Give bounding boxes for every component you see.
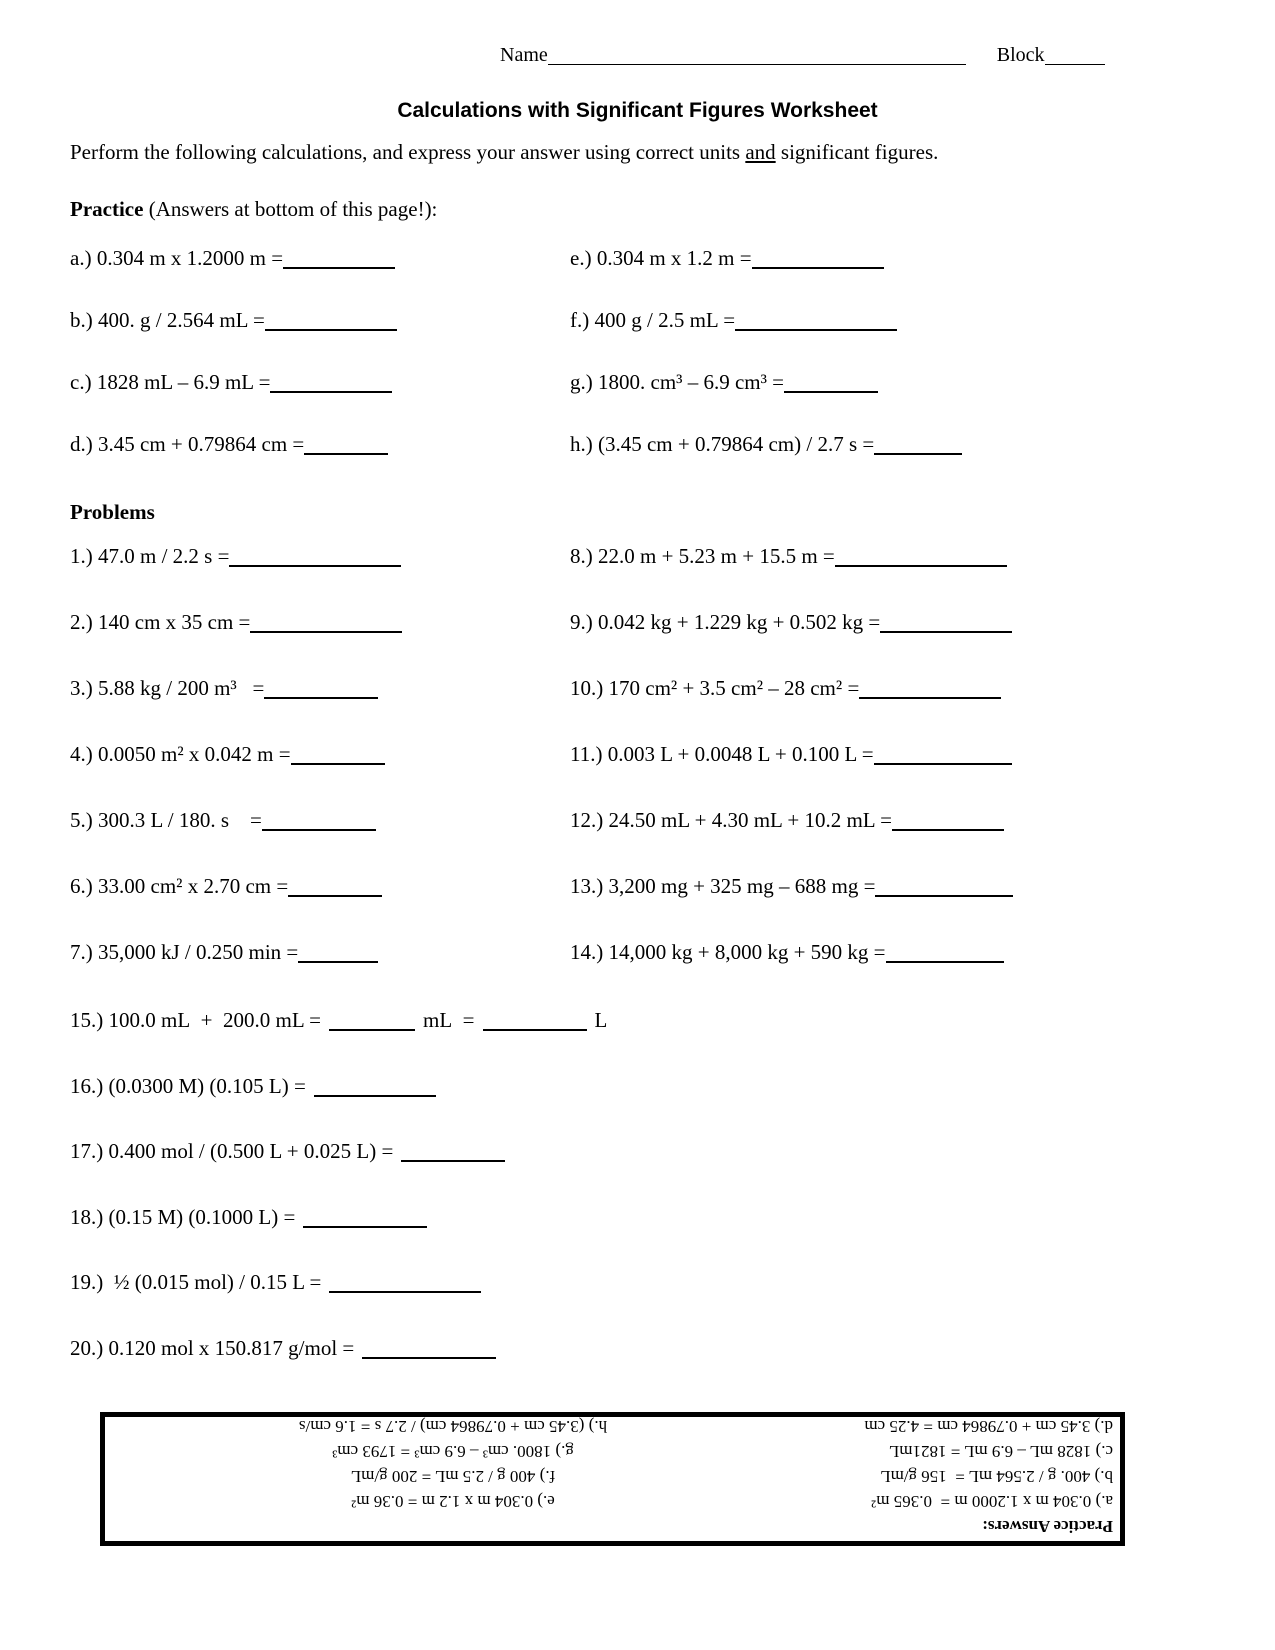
practice-row <box>70 246 1205 308</box>
answer-key-box <box>100 1412 1125 1546</box>
problem-row <box>70 940 1205 1006</box>
answer-key-row <box>112 1489 1113 1514</box>
answer-blank-line <box>752 250 884 269</box>
practice-item-a <box>70 246 395 271</box>
answer-e: e.) 0.304 m x 1.2 m = 0.36 m² <box>351 1492 555 1511</box>
problem-10-text: 10.) 170 cm² + 3.5 cm² – 28 cm² = <box>570 676 860 700</box>
practice-row <box>70 308 1205 370</box>
answer-blank-line <box>329 1012 415 1031</box>
problem-1-text: 1.) 47.0 m / 2.2 s = <box>70 544 230 568</box>
answer-blank-line <box>250 614 402 633</box>
problem-7-text: 7.) 35,000 kJ / 0.250 min = <box>70 940 299 964</box>
practice-heading-bold: Practice <box>70 197 144 221</box>
answer-blank-line <box>288 878 382 897</box>
practice-item-e-text: e.) 0.304 m x 1.2 m = <box>570 246 752 270</box>
problem-9-text: 9.) 0.042 kg + 1.229 kg + 0.502 kg = <box>570 610 881 634</box>
problem-19 <box>70 1270 1205 1336</box>
answer-blank-line <box>229 548 401 567</box>
answer-h: h.) (3.45 cm + 0.79864 cm) / 2.7 s = 1.6 cm/s <box>298 1417 608 1436</box>
answer-blank-line <box>304 436 388 455</box>
answer-key-row <box>112 1414 1113 1439</box>
problem-row <box>70 610 1205 676</box>
answer-blank-line <box>262 812 376 831</box>
answer-a: a.) 0.304 m x 1.2000 m = 0.365 m² <box>871 1492 1113 1511</box>
answer-blank-line <box>859 680 1001 699</box>
answer-blank-line <box>264 680 378 699</box>
answer-blank-line <box>298 944 378 963</box>
practice-row <box>70 432 1205 494</box>
problem-16-text: 16.) (0.0300 M) (0.105 L) = <box>70 1073 306 1098</box>
answer-blank-line <box>880 614 1012 633</box>
answer-d: d.) 3.45 cm + 0.79864 cm = 4.25 cm <box>864 1417 1113 1436</box>
answer-blank-line <box>483 1012 587 1031</box>
answer-blank-line <box>329 1274 481 1293</box>
answer-c: c.) 1828 mL – 6.9 mL = 1821mL <box>888 1442 1113 1461</box>
intro-before: Perform the following calculations, and express your answer using correct units <box>70 140 746 164</box>
practice-item-f <box>570 308 897 333</box>
answer-blank-line <box>270 374 392 393</box>
problem-14 <box>570 940 1004 965</box>
problem-row <box>70 544 1205 610</box>
block-blank-line <box>1045 48 1105 65</box>
answer-blank-line <box>784 374 878 393</box>
problem-15-text-a: 15.) 100.0 mL + 200.0 mL = <box>70 1008 321 1032</box>
answer-f: f.) 400 g / 2.5 mL = 200 g/mL <box>350 1467 556 1486</box>
intro-after: significant figures. <box>775 140 939 164</box>
practice-item-f-text: f.) 400 g / 2.5 mL = <box>570 308 736 332</box>
problem-12 <box>570 808 1004 833</box>
answer-b: b.) 400. g / 2.564 mL = 156 g/mL <box>880 1467 1113 1486</box>
answer-blank-line <box>291 746 385 765</box>
problem-20-text: 20.) 0.120 mol x 150.817 g/mol = <box>70 1335 355 1360</box>
problem-13-text: 13.) 3,200 mg + 325 mg – 688 mg = <box>570 874 876 898</box>
problem-19-text: 19.) ½ (0.015 mol) / 0.15 L = <box>70 1270 322 1294</box>
problem-row <box>70 808 1205 874</box>
problem-row <box>70 742 1205 808</box>
name-blank-line <box>548 48 966 65</box>
problem-15 <box>70 1008 1205 1074</box>
answer-blank-line <box>735 312 897 331</box>
problem-6-text: 6.) 33.00 cm² x 2.70 cm = <box>70 874 289 898</box>
practice-item-g <box>570 370 878 395</box>
problem-18 <box>70 1205 1205 1271</box>
name-label: Name <box>500 44 548 66</box>
block-label: Block <box>996 44 1045 66</box>
problem-8-text: 8.) 22.0 m + 5.23 m + 15.5 m = <box>570 544 835 568</box>
answer-blank-line <box>835 548 1007 567</box>
problems-items <box>70 544 1205 1006</box>
problems-full-width-items <box>70 1008 1205 1401</box>
problem-17-text: 17.) 0.400 mol / (0.500 L + 0.025 L) = <box>70 1139 394 1163</box>
problem-1 <box>70 544 401 569</box>
intro-underlined-word: and <box>745 140 776 164</box>
answer-blank-line <box>283 250 395 269</box>
answer-blank-line <box>265 312 397 331</box>
problem-7 <box>70 940 378 965</box>
problem-6 <box>70 874 382 899</box>
problem-8 <box>570 544 1007 569</box>
answer-blank-line <box>401 1143 505 1162</box>
problems-heading: Problems <box>70 500 155 524</box>
practice-item-b-text: b.) 400. g / 2.564 mL = <box>70 308 265 332</box>
page-title: Calculations with Significant Figures Worksheet <box>397 99 878 122</box>
answer-blank-line <box>874 746 1012 765</box>
answer-g: g.) 1800. cm³ – 6.9 cm³ = 1793 cm³ <box>332 1442 574 1461</box>
problem-5 <box>70 808 376 833</box>
practice-row <box>70 370 1205 432</box>
problem-2-text: 2.) 140 cm x 35 cm = <box>70 610 251 634</box>
answer-blank-line <box>892 812 1004 831</box>
problem-11 <box>570 742 1012 767</box>
practice-item-d-text: d.) 3.45 cm + 0.79864 cm = <box>70 432 305 456</box>
problem-3 <box>70 676 378 701</box>
practice-item-g-text: g.) 1800. cm³ – 6.9 cm³ = <box>570 370 784 394</box>
problem-10 <box>570 676 1001 701</box>
problem-11-text: 11.) 0.003 L + 0.0048 L + 0.100 L = <box>570 742 874 766</box>
practice-heading-rest: (Answers at bottom of this page!): <box>143 197 438 221</box>
problem-12-text: 12.) 24.50 mL + 4.30 mL + 10.2 mL = <box>570 808 892 832</box>
problem-15-text-b: mL = <box>422 1008 475 1032</box>
answer-key-content-rotated <box>105 1417 1120 1541</box>
answer-blank-line <box>362 1340 496 1359</box>
answer-blank-line <box>303 1209 427 1228</box>
problem-9 <box>570 610 1012 635</box>
practice-item-h <box>570 432 962 457</box>
problem-20 <box>70 1336 1205 1402</box>
answer-blank-line <box>874 436 962 455</box>
problem-16 <box>70 1074 1205 1140</box>
answer-blank-line <box>875 878 1013 897</box>
practice-item-c <box>70 370 392 395</box>
problem-2 <box>70 610 402 635</box>
practice-item-d <box>70 432 388 457</box>
problem-row <box>70 874 1205 940</box>
problem-5-text: 5.) 300.3 L / 180. s = <box>70 808 262 832</box>
answer-blank-line <box>314 1078 436 1097</box>
practice-item-e <box>570 246 884 271</box>
problem-13 <box>570 874 1013 899</box>
problem-4-text: 4.) 0.0050 m² x 0.042 m = <box>70 742 291 766</box>
answer-key-row <box>112 1439 1113 1464</box>
practice-item-c-text: c.) 1828 mL – 6.9 mL = <box>70 370 271 394</box>
practice-item-b <box>70 308 397 333</box>
problem-row <box>70 676 1205 742</box>
practice-heading <box>70 197 437 222</box>
problem-18-text: 18.) (0.15 M) (0.1000 L) = <box>70 1204 296 1229</box>
answer-key-heading: Practice Answers: <box>982 1517 1113 1536</box>
practice-item-a-text: a.) 0.304 m x 1.2000 m = <box>70 246 284 270</box>
problem-17 <box>70 1139 1205 1205</box>
problem-4 <box>70 742 385 767</box>
problem-3-text: 3.) 5.88 kg / 200 m³ = <box>70 676 265 700</box>
problem-15-text-c: L <box>594 1008 608 1032</box>
intro-text <box>70 140 1130 165</box>
practice-item-h-text: h.) (3.45 cm + 0.79864 cm) / 2.7 s = <box>570 432 875 456</box>
problem-14-text: 14.) 14,000 kg + 8,000 kg + 590 kg = <box>570 940 886 964</box>
header-name-block-row <box>500 44 1105 67</box>
practice-items <box>70 246 1205 494</box>
answer-blank-line <box>886 944 1004 963</box>
answer-key-row <box>112 1464 1113 1489</box>
